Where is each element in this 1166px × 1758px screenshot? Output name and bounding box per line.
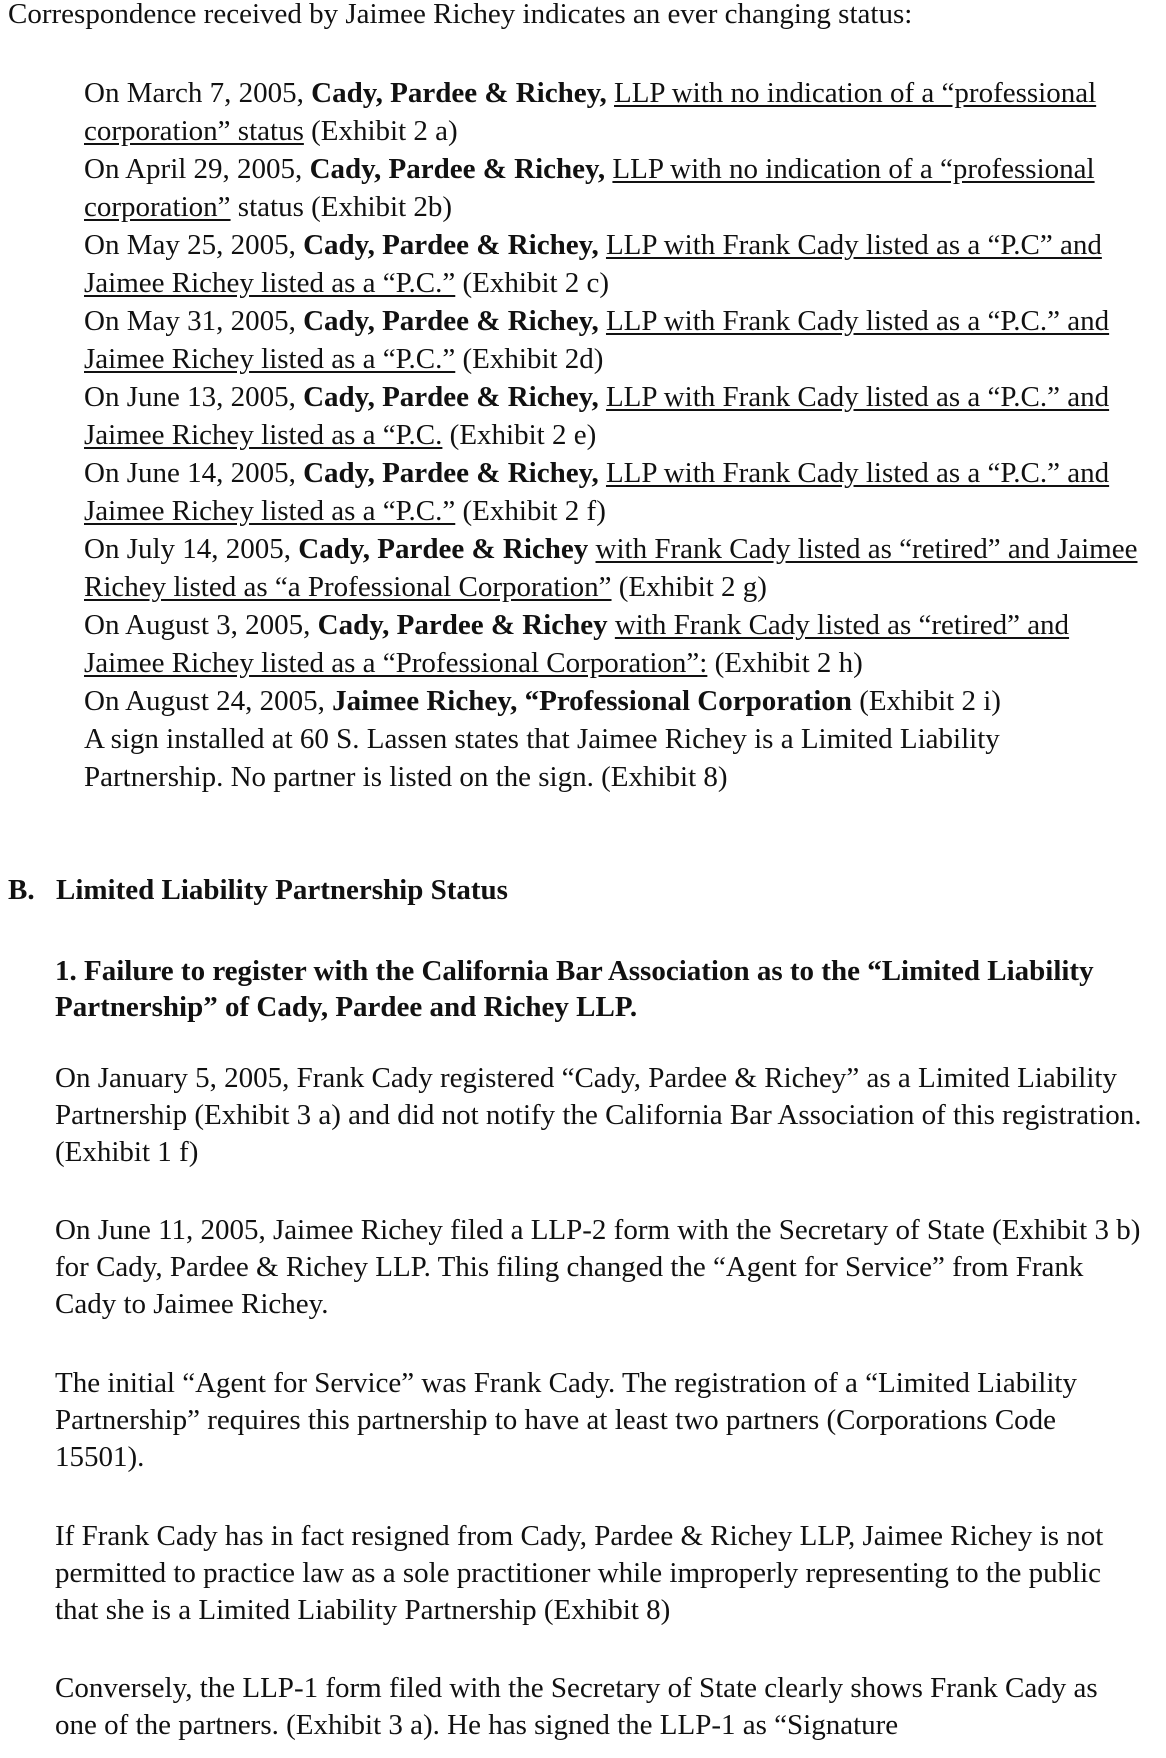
section-heading (8, 874, 508, 907)
entry-firm: Cady, Pardee & Richey, (309, 153, 613, 185)
entry-firm: Cady, Pardee & Richey, (303, 229, 606, 261)
paragraph: On January 5, 2005, Frank Cady registered “Cady, Pardee & Richey” as a Limited Liability Partnership (Exhibit 3 a) and did not notify the California Bar Association of this registration. (Exhibit 1 f) (55, 1062, 1142, 1168)
entry-firm: Cady, Pardee & Richey (317, 609, 615, 641)
entry-date: On June 13, 2005, (84, 381, 304, 413)
entry-date: On June 14, 2005, (84, 457, 304, 489)
status-entry (84, 378, 1144, 454)
section-letter: B. (8, 874, 35, 906)
entry-exhibit: (Exhibit 2d) (455, 343, 604, 375)
status-entry (84, 302, 1144, 378)
entry-detail: LLP with Frank Cady listed as a “P.C” and Jaimee Richey listed as a “P.C.” (84, 229, 1102, 299)
paragraph: On June 11, 2005, Jaimee Richey filed a LLP-2 form with the Secretary of State (Exhibit 3 b) for Cady, Pardee & Richey LLP. This filing changed the “Agent for Service” from Frank Cady to Jaimee Richey. (55, 1214, 1141, 1320)
entry-text: A sign installed at 60 S. Lassen states that Jaimee Richey is a Limited Liability Partnership. No partner is listed on the sign. (Exhibit 8) (84, 723, 1000, 793)
entry-detail: LLP with Frank Cady listed as a “P.C.” and Jaimee Richey listed as a “P.C.” (84, 457, 1110, 527)
status-entry (84, 226, 1144, 302)
entry-firm: Cady, Pardee & Richey, (303, 457, 606, 489)
status-entry (84, 682, 1144, 720)
subsection-heading: 1. Failure to register with the California Bar Association as to the “Limited Liability Partnership” of Cady, Pardee and Richey LLP. (55, 955, 1094, 1023)
entry-date: On March 7, 2005, (84, 77, 312, 109)
entry-exhibit: status (Exhibit 2b) (230, 191, 453, 223)
status-entry (84, 150, 1144, 226)
entry-detail: with Frank Cady listed as “retired” and Jaimee Richey listed as “a Professional Corporation” (84, 533, 1138, 603)
entry-firm: Cady, Pardee & Richey (298, 533, 596, 565)
entry-detail: LLP with no indication of a “professional corporation” (84, 153, 1095, 223)
entry-firm: Cady, Pardee & Richey, (311, 77, 614, 109)
entry-date: On August 3, 2005, (84, 609, 318, 641)
entry-detail: LLP with no indication of a “professional corporation” status (84, 77, 1097, 147)
paragraph: The initial “Agent for Service” was Frank Cady. The registration of a “Limited Liability Partnership” requires this partnership to have at least two partners (Corporations Code 15501). (55, 1367, 1077, 1473)
entry-firm: Cady, Pardee & Richey, (303, 305, 606, 337)
entry-exhibit: (Exhibit 2 i) (851, 685, 1001, 717)
status-list (84, 74, 1144, 796)
entry-exhibit: (Exhibit 2 e) (442, 419, 597, 451)
entry-exhibit: (Exhibit 2 h) (707, 647, 863, 679)
intro-line: Correspondence received by Jaimee Richey indicates an ever changing status: (8, 0, 913, 30)
entry-date: On April 29, 2005, (84, 153, 310, 185)
status-entry (84, 74, 1144, 150)
section-title: Limited Liability Partnership Status (56, 874, 508, 906)
entry-firm: Cady, Pardee & Richey, (303, 381, 606, 413)
paragraph: Conversely, the LLP-1 form filed with the Secretary of State clearly shows Frank Cady as one of the partners. (Exhibit 3 a). He has signed the LLP-1 as “Signature (55, 1672, 1098, 1741)
entry-exhibit: (Exhibit 2 g) (611, 571, 767, 603)
entry-date: On July 14, 2005, (84, 533, 299, 565)
status-entry (84, 530, 1144, 606)
status-entry (84, 454, 1144, 530)
status-entry (84, 720, 1144, 796)
entry-detail: with Frank Cady listed as “retired” and Jaimee Richey listed as a “Professional Corporation”: (84, 609, 1070, 679)
entry-date: On May 31, 2005, (84, 305, 304, 337)
status-entry (84, 606, 1144, 682)
entry-exhibit: (Exhibit 2 f) (455, 495, 606, 527)
entry-firm: Jaimee Richey, “Professional Corporation (332, 685, 852, 717)
entry-date: On May 25, 2005, (84, 229, 304, 261)
entry-date: On August 24, 2005, (84, 685, 333, 717)
paragraph: If Frank Cady has in fact resigned from Cady, Pardee & Richey LLP, Jaimee Richey is not permitted to practice law as a sole practitioner while improperly representing to the public that she is a Limited Liability Partnership (Exhibit 8) (55, 1520, 1104, 1626)
entry-exhibit: (Exhibit 2 a) (303, 115, 458, 147)
entry-exhibit: (Exhibit 2 c) (455, 267, 610, 299)
entry-detail: LLP with Frank Cady listed as a “P.C.” and Jaimee Richey listed as a “P.C. (84, 381, 1110, 451)
entry-detail: LLP with Frank Cady listed as a “P.C.” and Jaimee Richey listed as a “P.C.” (84, 305, 1110, 375)
